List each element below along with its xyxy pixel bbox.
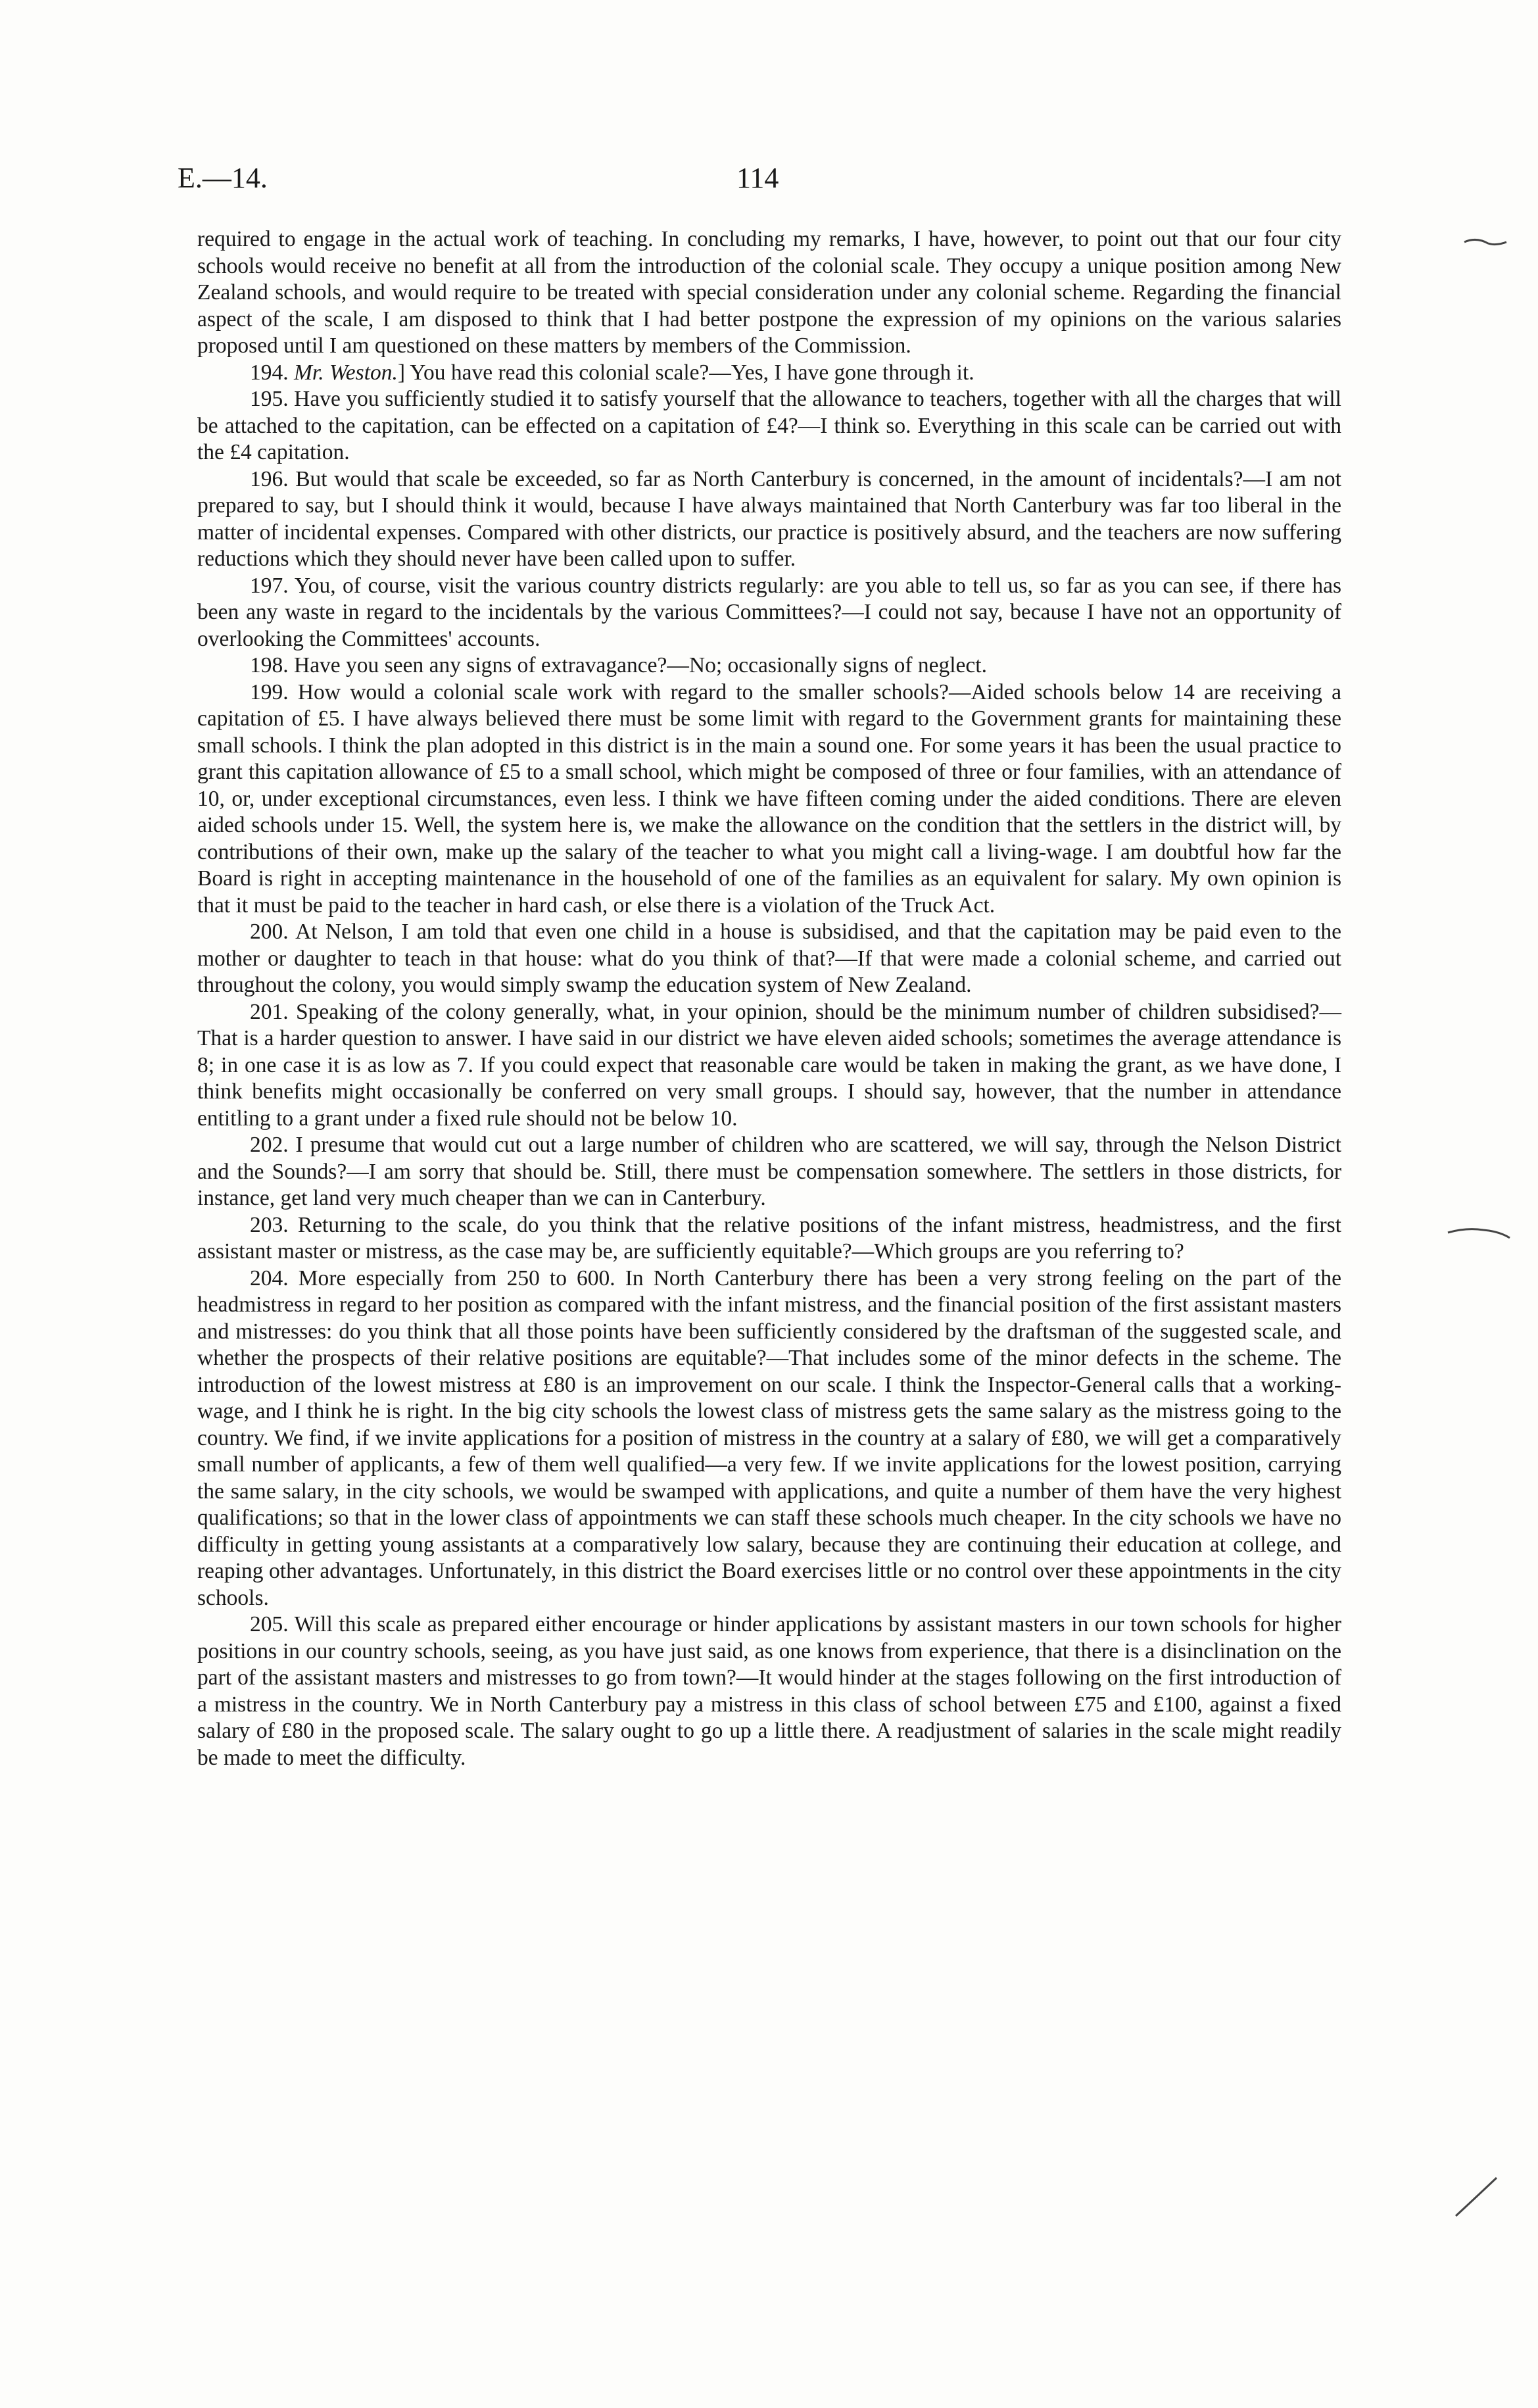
paragraph-198: 198. Have you seen any signs of extravagance?—No; occasionally signs of neglect. (250, 653, 987, 677)
paragraph: required to engage in the actual work of teaching. In concluding my remarks, I have, however, to point out that our four city schools would receive no benefit at all from the introduction of the colonial scale. They occupy a unique position among New Zealand schools, and would require to be treated with special consideration under any colonial scheme. Regarding the financial aspect of the scale, I am disposed to think that I had better postpone the expression of my opinions on the various salaries proposed until I am questioned on these matters by members of the Commission. (197, 227, 1341, 358)
paragraph-204: 204. More especially from 250 to 600. In North Canterbury there has been a very strong feeling on the part of the headmistress in regard to her position as compared with the infant mistress, and the financial position of the first assistant masters and mistresses: do you think that all those points have been sufficiently considered by the draftsman of the suggested scale, and whether the prospects of their relative positions are equitable?—That includes some of the minor defects in the scheme. The introduction of the lowest mistress at £80 is an improvement on our scale. I think the Inspector-General calls that a working-wage, and I think he is right. In the big city schools the lowest class of mistress gets the same salary as the mistress going to the country. We find, if we invite applications for a position of mistress in the country at a salary of £80, we will get a comparatively small number of applicants, a few of them well qualified—a very few. If we invite applications for the lowest position, carrying the same salary, in the city schools, we would be swamped with applications, and quite a number of them have the very highest qualifications; so that in the lower class of appointments we can staff these schools much cheaper. In the city schools we have no difficulty in getting young assistants at a comparatively low salary, because they are continuing their education at college, and reaping other advantages. Unfortunately, in this district the Board exercises little or no control over these appointments in the city schools. (197, 1265, 1341, 1610)
paragraph-202: 202. I presume that would cut out a large number of children who are scattered, we will say, through the Nelson District and the Sounds?—I am sorry that should be. Still, there must be compensation somewhere. The settlers in those districts, for instance, get land very much cheaper than we can in Canterbury. (197, 1133, 1341, 1210)
document-reference: E.—14. (178, 162, 268, 194)
question-number: 194. (250, 360, 289, 385)
margin-mark-middle (1447, 1223, 1512, 1243)
paragraph-205: 205. Will this scale as prepared either encourage or hinder applications by assistant masters in our town schools for higher positions in our country schools, seeing, as you have just said, as one knows from experience, that there is a disinclination on the part of the assistant masters and mistresses to go from town?—It would hinder at the stages following on the first introduction of a mistress in the country. We in North Canterbury pay a mistress in this class of school between £75 and £100, against a fixed salary of £80 in the proposed scale. The salary ought to go up a little there. A readjustment of salaries in the scale might readily be made to meet the difficulty. (197, 1612, 1341, 1770)
paragraph-text: ] You have read this colonial scale?—Yes, I have gone through it. (397, 360, 974, 385)
paragraph-196: 196. But would that scale be exceeded, so far as North Canterbury is concerned, in the amount of incidentals?—I am not prepared to say, but I should think it would, because I have always maintained that North Canterbury was far too liberal in the matter of incidental expenses. Compared with other districts, our practice is positively absurd, and the teachers are now suffering reductions which they should never have been called upon to suffer. (197, 466, 1341, 571)
margin-mark-top (1463, 232, 1509, 251)
paragraph-203: 203. Returning to the scale, do you think that the relative positions of the infant mistress, headmistress, and the first assistant master or mistress, as the case may be, are sufficiently equitable?—Which groups are you referring to? (197, 1212, 1341, 1264)
document-body (197, 226, 1341, 1771)
page-header (178, 161, 1341, 201)
paragraph-197: 197. You, of course, visit the various country districts regularly: are you able to tell us, so far as you can see, if there has been any waste in regard to the incidentals by the various Committees?—I could not say, because I have not an opportunity of overlooking the Committees' accounts. (197, 573, 1341, 651)
paragraph-195: 195. Have you sufficiently studied it to satisfy yourself that the allowance to teachers, together with all the charges that will be attached to the capitation, can be effected on a capitation of £4?—I think so. Everything in this scale can be carried out with the £4 capitation. (197, 387, 1341, 464)
paragraph-194 (197, 360, 1341, 387)
page-number: 114 (736, 162, 779, 194)
paragraph-199: 199. How would a colonial scale work with regard to the smaller schools?—Aided schools below 14 are receiving a capitation of £5. I have always believed there must be some limit with regard to the Government grants for maintaining these small schools. I think the plan adopted in this district is in the main a sound one. For some years it has been the usual practice to grant this capitation allowance of £5 to a small school, which might be composed of three or four families, with an attendance of 10, or, under exceptional circumstances, even less. I think we have fifteen coming under the aided conditions. There are eleven aided schools under 15. Well, the system here is, we make the allowance on the condition that the settlers in the district will, by contributions of their own, make up the salary of the teacher to what you might call a living-wage. I am doubtful how far the Board is right in accepting maintenance in the household of one of the families as an equivalent for salary. My own opinion is that it must be paid to the teacher in hard cash, or else there is a violation of the Truck Act. (197, 679, 1341, 918)
speaker-name: Mr. Weston. (294, 360, 398, 385)
margin-mark-bottom (1453, 2174, 1499, 2220)
paragraph-200: 200. At Nelson, I am told that even one child in a house is subsidised, and that the capitation may be paid even to the mother or daughter to teach in that house: what do you think of that?—If that were made a colonial scheme, and carried out throughout the colony, you would simply swamp the education system of New Zealand. (197, 920, 1341, 997)
paragraph-201: 201. Speaking of the colony generally, what, in your opinion, should be the minimum number of children subsidised?—That is a harder question to answer. I have said in our district we have eleven aided schools; sometimes the average attendance is 8; in one case it is as low as 7. If you could expect that reasonable care would be taken in making the grant, as we have done, I think benefits might occasionally be conferred on very small groups. I should say, however, that the number in attendance entitling to a grant under a fixed rule should not be below 10. (197, 999, 1341, 1131)
